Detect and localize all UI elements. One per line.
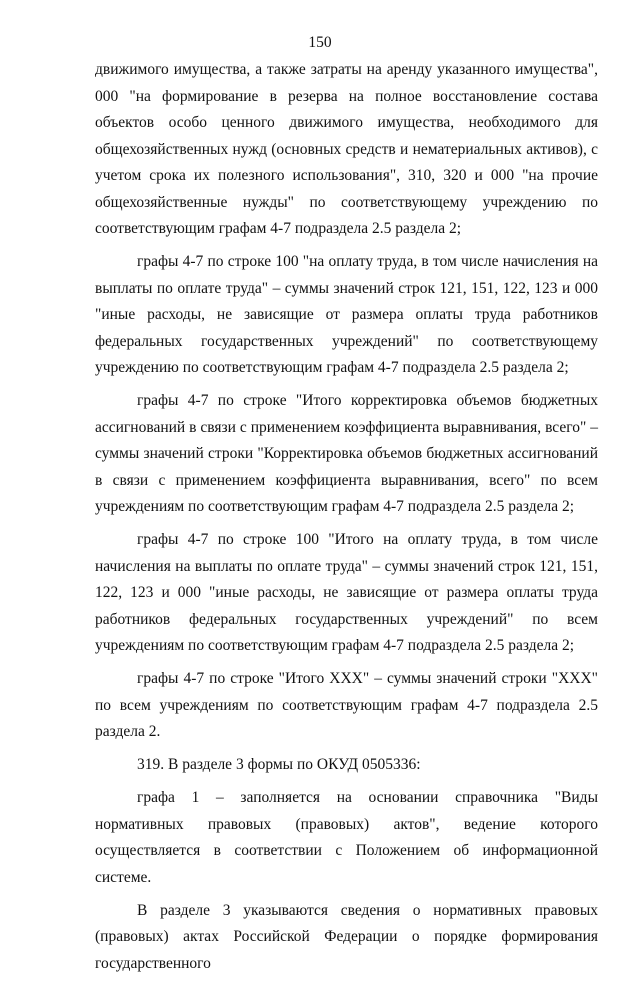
paragraph-continuation: движимого имущества, а также затраты на аренду указанного имущества", 000 "на формирование в резерва на полное восстановление состава объектов особо ценного движимого имущества, необходимого для общехозяйственных нужд (основных средств и нематериальных активов), с учетом срока их полезного использования", 310, 320 и 000 "на прочие общехозяйственные нужды" по соответствующему учреждению по соответствующим графам 4-7 подраздела 2.5 раздела 2;: [95, 61, 598, 237]
paragraph-total-row-100: графы 4-7 по строке 100 "Итого на оплату труда, в том числе начисления на выплаты по оплате труда" – суммы значений строк 121, 151, 122, 123 и 000 "иные расходы, не зависящие от размера оплаты труда работников федеральных государственных учреждений" по всем учреждениям по соответствующим графам 4-7 подраздела 2.5 раздела 2;: [95, 531, 598, 654]
page-number: 150: [308, 34, 332, 51]
paragraph-column-1: графа 1 – заполняется на основании справочника "Виды нормативных правовых (правовых) актов", ведение которого осуществляется в соответствии с Положением об информационной системе.: [95, 789, 598, 886]
paragraph-total-adjustment: графы 4-7 по строке "Итого корректировка объемов бюджетных ассигнований в связи с применением коэффициента выравнивания, всего" – суммы значений строки "Корректировка объемов бюджетных ассигнований в связи с применением коэффициента выравнивания, всего" по всем учреждениям по соответствующим графам 4-7 подраздела 2.5 раздела 2;: [95, 392, 598, 515]
paragraph-item-319: 319. В разделе 3 формы по ОКУД 0505336:: [137, 756, 421, 773]
document-body: [95, 57, 598, 984]
paragraph-section-3: В разделе 3 указываются сведения о нормативных правовых (правовых) актах Российской Федерации о порядке формирования государственного: [95, 901, 598, 972]
paragraph-row-100: графы 4-7 по строке 100 "на оплату труда, в том числе начисления на выплаты по оплате труда" – суммы значений строк 121, 151, 122, 123 и 000 "иные расходы, не зависящие от размера оплаты труда работников федеральных государственных учреждений" по соответствующему учреждению по соответствующим графам 4-7 подраздела 2.5 раздела 2;: [95, 253, 598, 376]
paragraph-total-xxx: графы 4-7 по строке "Итого XXX" – суммы значений строки "XXX" по всем учреждениям по соответствующим графам 4-7 подраздела 2.5 раздела 2.: [95, 670, 598, 740]
